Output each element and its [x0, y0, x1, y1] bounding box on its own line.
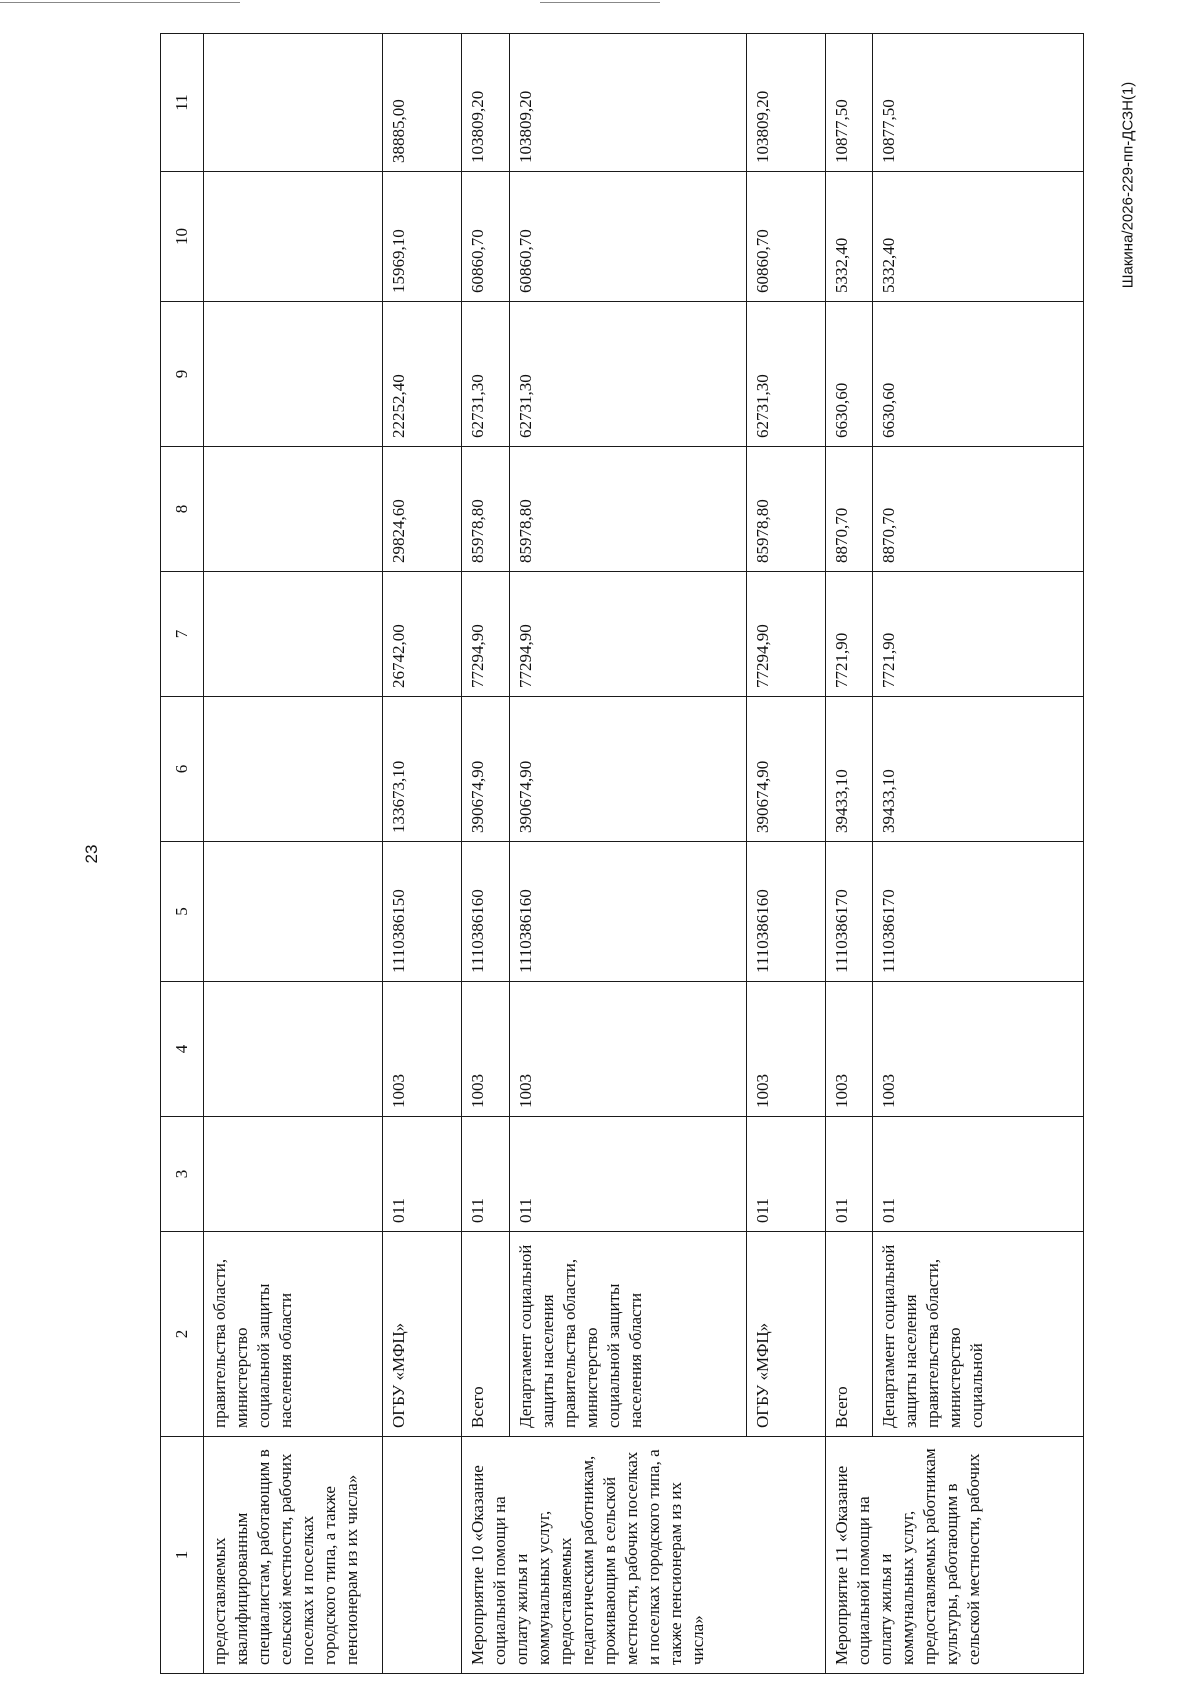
cell-col3: 011: [873, 1117, 1084, 1232]
header-row: [161, 34, 204, 1674]
cell-col10: 5332,40: [873, 172, 1084, 302]
executor-cell: ОГБУ «МФЦ»: [383, 1232, 462, 1437]
cell-col10: 60860,70: [462, 172, 509, 302]
column-header: 2: [161, 1232, 204, 1437]
column-header: 8: [161, 447, 204, 572]
column-header: 5: [161, 842, 204, 982]
cell-col3: 011: [509, 1117, 746, 1232]
cell-col5: 1110386160: [462, 842, 509, 982]
cell-col3: 011: [825, 1117, 872, 1232]
column-header: 11: [161, 34, 204, 172]
cell-col4: 1003: [746, 982, 825, 1117]
cell-col11: 103809,20: [462, 34, 509, 172]
cell-col5: 1110386150: [383, 842, 462, 982]
cell-col4: 1003: [825, 982, 872, 1117]
table-row: [825, 34, 872, 1674]
cell-col4: 1003: [509, 982, 746, 1117]
measure-cell: [383, 1437, 462, 1674]
cell-col11: 38885,00: [383, 34, 462, 172]
cell-col11: 10877,50: [825, 34, 872, 172]
cell-col5: 1110386170: [873, 842, 1084, 982]
cell-col6: 133673,10: [383, 697, 462, 842]
cell-col8: 29824,60: [383, 447, 462, 572]
column-header: 6: [161, 697, 204, 842]
budget-table: [160, 33, 1084, 1674]
cell-col10: 60860,70: [746, 172, 825, 302]
cell-col4: 1003: [383, 982, 462, 1117]
cell-col6: 390674,90: [509, 697, 746, 842]
cell-col4: 1003: [873, 982, 1084, 1117]
cell-col6: 390674,90: [462, 697, 509, 842]
cell-col7: 7721,90: [825, 572, 872, 697]
cell-col7: 77294,90: [509, 572, 746, 697]
executor-cell: Департамент социальной защиты населения правительства области, министерство социальной защиты населения области: [509, 1232, 746, 1437]
table-row: [462, 34, 509, 1674]
cell-col6: 39433,10: [873, 697, 1084, 842]
cell-col6: 39433,10: [825, 697, 872, 842]
cell-col10: [204, 172, 383, 302]
table-row: [509, 34, 746, 1674]
cell-col9: 62731,30: [746, 302, 825, 447]
cell-col10: 5332,40: [825, 172, 872, 302]
cell-col3: 011: [383, 1117, 462, 1232]
cell-col7: [204, 572, 383, 697]
column-header: 3: [161, 1117, 204, 1232]
cell-col9: [204, 302, 383, 447]
cell-col10: 60860,70: [509, 172, 746, 302]
cell-col9: 62731,30: [509, 302, 746, 447]
cell-col11: 103809,20: [509, 34, 746, 172]
scan-artifact-line: [540, 2, 660, 3]
cell-col9: 6630,60: [873, 302, 1084, 447]
cell-col6: 390674,90: [746, 697, 825, 842]
column-header: 9: [161, 302, 204, 447]
cell-col9: 62731,30: [462, 302, 509, 447]
cell-col8: 85978,80: [746, 447, 825, 572]
cell-col8: 85978,80: [462, 447, 509, 572]
measure-cell: Мероприятие 11 «Оказание социальной помощи на оплату жилья и коммунальных услуг, предоставляемых работникам культуры, работающим в сельской местности, рабочих: [825, 1437, 1083, 1674]
column-header: 1: [161, 1437, 204, 1674]
cell-col4: 1003: [462, 982, 509, 1117]
cell-col7: 77294,90: [746, 572, 825, 697]
cell-col5: 1110386160: [509, 842, 746, 982]
table-row: [383, 34, 462, 1674]
cell-col5: 1110386160: [746, 842, 825, 982]
cell-col5: [204, 842, 383, 982]
page-number: 23: [82, 844, 101, 864]
cell-col6: [204, 697, 383, 842]
cell-col8: [204, 447, 383, 572]
column-header: 7: [161, 572, 204, 697]
measure-cell: Мероприятие 10 «Оказание социальной помощи на оплату жилья и коммунальных услуг, предоставляемых педагогическим работникам, проживающим в сельской местности, рабочих поселках и поселках городского типа, а также пенсионерам из их числа»: [462, 1437, 826, 1674]
cell-col9: 6630,60: [825, 302, 872, 447]
cell-col9: 22252,40: [383, 302, 462, 447]
table-row: [873, 34, 1084, 1674]
table-row: [746, 34, 825, 1674]
cell-col7: 77294,90: [462, 572, 509, 697]
cell-col7: 7721,90: [873, 572, 1084, 697]
document-id-footer: Шакина/2026-229-пп-ДСЗН(1): [1119, 81, 1137, 289]
cell-col3: [204, 1117, 383, 1232]
cell-col11: 103809,20: [746, 34, 825, 172]
scan-artifact-line: [0, 2, 240, 3]
cell-col4: [204, 982, 383, 1117]
cell-col3: 011: [462, 1117, 509, 1232]
table-row: [204, 34, 383, 1674]
executor-cell: ОГБУ «МФЦ»: [746, 1232, 825, 1437]
cell-col11: [204, 34, 383, 172]
cell-col11: 10877,50: [873, 34, 1084, 172]
column-header: 4: [161, 982, 204, 1117]
cell-col7: 26742,00: [383, 572, 462, 697]
executor-cell: правительства области, министерство социальной защиты населения области: [204, 1232, 383, 1437]
executor-cell: Всего: [825, 1232, 872, 1437]
measure-cell: предоставляемых квалифицированным специалистам, работающим в сельской местности, рабочих поселках и поселках городского типа, а также пенсионерам из их числа»: [204, 1437, 383, 1674]
cell-col8: 85978,80: [509, 447, 746, 572]
executor-cell: Всего: [462, 1232, 509, 1437]
cell-col8: 8870,70: [873, 447, 1084, 572]
cell-col3: 011: [746, 1117, 825, 1232]
cell-col8: 8870,70: [825, 447, 872, 572]
executor-cell: Департамент социальной защиты населения правительства области, министерство социальной: [873, 1232, 1084, 1437]
cell-col5: 1110386170: [825, 842, 872, 982]
column-header: 10: [161, 172, 204, 302]
cell-col10: 15969,10: [383, 172, 462, 302]
rotated-table-container: [160, 34, 1084, 1674]
